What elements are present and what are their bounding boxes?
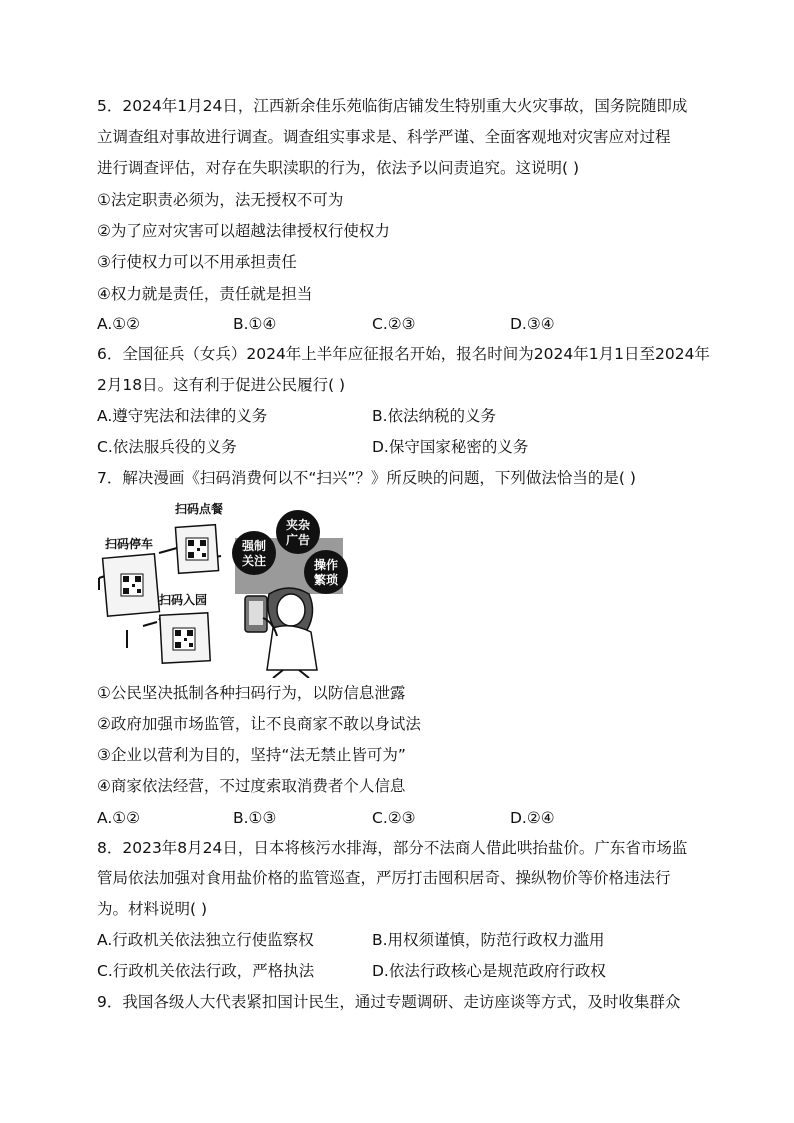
q5-item-4: ④权力就是责任，责任就是担当 [97, 285, 313, 303]
q7-option-b[interactable]: B.①③ [233, 809, 277, 827]
q7-item-3: ③企业以营利为目的，坚持“法无禁止皆可为” [97, 746, 406, 764]
q6-option-c[interactable]: C.依法服兵役的义务 [97, 438, 237, 456]
q6-option-b[interactable]: B.依法纳税的义务 [372, 407, 497, 425]
qr-code-icon [121, 574, 143, 596]
q6-option-a[interactable]: A.遵守宪法和法律的义务 [97, 407, 268, 425]
svg-text:操作: 操作 [313, 558, 339, 572]
bubble-complex-operation [304, 550, 348, 594]
q5-stem-line-2: 立调查组对事故进行调查。调查组实事求是、科学严谨、全面客观地对灾害应对过程 [97, 128, 671, 146]
q9-stem-line-1: 9．我国各级人大代表紧扣国计民生，通过专题调研、走访座谈等方式，及时收集群众 [97, 993, 681, 1011]
q7-option-c[interactable]: C.②③ [372, 809, 416, 827]
q7-item-4: ④商家依法经营，不过度索取消费者个人信息 [97, 777, 406, 795]
svg-text:广告: 广告 [285, 533, 311, 547]
q7-item-2: ②政府加强市场监管，让不良商家不敢以身试法 [97, 715, 421, 733]
q6-stem-line-2: 2月18日。这有利于促进公民履行( ) [97, 376, 346, 394]
sign-scan-parking: 扫码停车 [105, 537, 154, 551]
q7-option-d[interactable]: D.②④ [510, 809, 555, 827]
qr-code-icon [186, 538, 208, 560]
q8-option-d[interactable]: D.依法行政核心是规范政府行政权 [372, 962, 606, 980]
svg-text:关注: 关注 [241, 554, 267, 568]
woman-figure [267, 588, 317, 678]
bubble-mixed-ads [276, 510, 320, 554]
q5-stem-line-1: 5．2024年1月24日，江西新余佳乐苑临街店铺发生特别重大火灾事故，国务院随即成 [97, 97, 688, 115]
q8-option-c[interactable]: C.行政机关依法行政，严格执法 [97, 962, 315, 980]
q8-stem-line-1: 8．2023年8月24日，日本将核污水排海，部分不法商人借此哄抬盐价。广东省市场监 [97, 839, 688, 857]
qr-code-cartoon [97, 498, 367, 678]
sign-scan-order: 扫码点餐 [175, 502, 224, 516]
q5-option-d[interactable]: D.③④ [510, 315, 555, 333]
q8-option-b[interactable]: B.用权须谨慎，防范行政权力滥用 [372, 931, 605, 949]
q5-item-3: ③行使权力可以不用承担责任 [97, 253, 297, 271]
svg-text:强制: 强制 [241, 539, 267, 553]
q7-stem-line-1: 7．解决漫画《扫码消费何以不“扫兴”？》所反映的问题，下列做法恰当的是( ) [97, 469, 636, 487]
q5-item-2: ②为了应对灾害可以超越法律授权行使权力 [97, 222, 390, 240]
q5-stem-line-3: 进行调查评估，对存在失职渎职的行为，依法予以问责追究。这说明( ) [97, 159, 580, 177]
q8-stem-line-2: 管局依法加强对食用盐价格的监管巡查，严厉打击囤积居奇、操纵物价等价格违法行 [97, 869, 671, 887]
q7-item-1: ①公民坚决抵制各种扫码行为，以防信息泄露 [97, 684, 406, 702]
q8-stem-line-3: 为。材料说明( ) [97, 900, 208, 918]
q5-item-1: ①法定职责必须为，法无授权不可为 [97, 191, 344, 209]
q7-option-a[interactable]: A.①② [97, 809, 141, 827]
q5-option-b[interactable]: B.①④ [233, 315, 277, 333]
q5-option-a[interactable]: A.①② [97, 315, 141, 333]
bubble-forced-follow [232, 531, 276, 575]
sign-scan-entry: 扫码入园 [159, 593, 208, 607]
q6-stem-line-1: 6．全国征兵（女兵）2024年上半年应征报名开始，报名时间为2024年1月1日至2024年 [97, 345, 710, 363]
q5-option-c[interactable]: C.②③ [372, 315, 416, 333]
q8-option-a[interactable]: A.行政机关依法独立行使监察权 [97, 931, 314, 949]
svg-text:繁琐: 繁琐 [313, 573, 339, 587]
q6-option-d[interactable]: D.保守国家秘密的义务 [372, 438, 529, 456]
svg-text:夹杂: 夹杂 [285, 518, 311, 532]
qr-code-icon [173, 628, 195, 650]
